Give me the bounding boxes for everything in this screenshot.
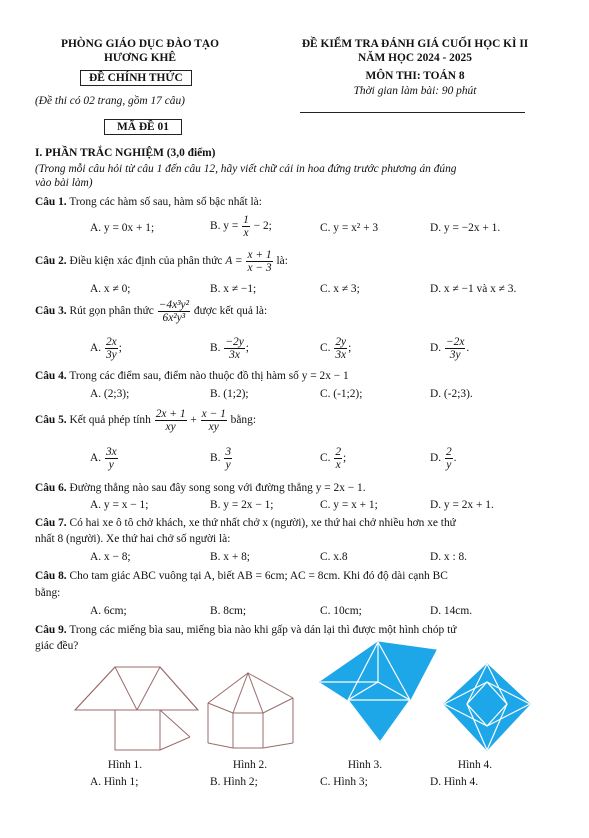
q1-option-d: D. y = −2x + 1.: [430, 222, 501, 234]
figure-4: [442, 662, 532, 752]
fraction: [105, 446, 118, 471]
question-label: Câu 7.: [35, 517, 67, 529]
q4-option-d: D. (-2;3).: [430, 388, 473, 400]
question-text-end: được kết quả là:: [193, 305, 268, 318]
option-letter: A.: [90, 342, 102, 355]
q2-option-c: C. x ≠ 3;: [320, 283, 360, 295]
q3-option-a: [90, 336, 122, 361]
q5-option-c: [320, 446, 346, 471]
option-letter: D.: [430, 452, 442, 465]
section-instruction: (Trong mỗi câu hỏi từ câu 1 đến câu 12, hãy viết chữ cái in hoa đứng trước phương án đúng: [35, 163, 457, 175]
question-7-cont: nhất 8 (người). Xe thứ hai chở số người là:: [35, 533, 231, 545]
q1-option-c: C. y = x² + 3: [320, 222, 379, 234]
denominator: 3y: [449, 349, 461, 361]
q6-option-a: A. y = x − 1;: [90, 499, 149, 511]
fraction: [246, 249, 272, 274]
question-label: Câu 3.: [35, 305, 67, 318]
q7-option-b: B. x + 8;: [210, 551, 250, 563]
district-name: HƯƠNG KHÊ: [103, 52, 177, 64]
q7-option-c: C. x.8: [320, 551, 348, 563]
q3-option-b: [210, 336, 249, 361]
figure-1: [70, 662, 205, 754]
q6-option-c: C. y = x + 1;: [320, 499, 378, 511]
exam-code: MÃ ĐỀ 01: [104, 119, 182, 135]
q8-option-d: D. 14cm.: [430, 605, 473, 617]
question-6: [35, 482, 366, 494]
denominator: xy: [165, 421, 176, 433]
fraction: [334, 446, 342, 471]
section-title: I. PHẦN TRẮC NGHIỆM (3,0 điểm): [35, 147, 216, 159]
fraction: [224, 446, 232, 471]
q5-option-b: [210, 446, 233, 471]
denominator: y: [225, 459, 231, 471]
subject: MÔN THI: TOÁN 8: [365, 70, 465, 82]
question-8-cont: bằng:: [35, 587, 61, 599]
denominator: 3x: [229, 349, 240, 361]
numerator: 2: [445, 446, 452, 458]
q3-option-d: [430, 336, 469, 361]
numerator: 3: [225, 446, 232, 458]
exam-title: ĐỀ KIỂM TRA ĐÁNH GIÁ CUỐI HỌC KÌ II: [301, 38, 529, 50]
numerator: 3x: [105, 446, 117, 458]
q5-option-d: [430, 446, 457, 471]
fraction: [201, 408, 227, 433]
option-text: − 2;: [253, 220, 272, 233]
q9-option-b: B. Hình 2;: [210, 776, 258, 788]
q6-option-b: B. y = 2x − 1;: [210, 499, 274, 511]
question-text: Có hai xe ô tô chở khách, xe thứ nhất chở x (người), xe thứ hai chở nhiều hơn xe thứ: [69, 517, 456, 529]
numerator: 2x + 1: [155, 408, 186, 420]
fraction: [105, 336, 118, 361]
question-4: [35, 370, 349, 382]
header-divider: [300, 112, 525, 113]
denominator: x − 3: [247, 262, 272, 274]
numerator: 1: [243, 214, 249, 226]
question-5: [35, 408, 256, 433]
fraction: [155, 408, 187, 433]
question-label: Câu 8.: [35, 570, 67, 582]
q6-option-d: D. y = 2x + 1.: [430, 499, 494, 511]
question-2: [35, 249, 288, 274]
numerator: x + 1: [247, 249, 272, 261]
denominator: 3x: [335, 349, 347, 361]
numerator: 2y: [335, 336, 347, 348]
denominator: x: [335, 459, 341, 471]
figure-2-caption: Hình 2.: [232, 759, 268, 771]
q8-option-a: A. 6cm;: [90, 605, 127, 617]
fraction: [158, 299, 190, 324]
q5-option-a: [90, 446, 119, 471]
option-punct: .: [453, 452, 457, 465]
q9-option-a: A. Hình 1;: [90, 776, 139, 788]
denominator: xy: [208, 421, 219, 433]
option-punct: ;: [118, 342, 122, 355]
q3-option-c: [320, 336, 351, 361]
option-letter: C.: [320, 342, 331, 355]
question-9: [35, 624, 456, 636]
q8-option-c: C. 10cm;: [320, 605, 362, 617]
section-instruction-cont: vào bài làm): [35, 177, 93, 189]
question-label: Câu 9.: [35, 624, 67, 636]
question-label: Câu 4.: [35, 370, 67, 382]
question-3: [35, 299, 267, 324]
option-letter: A.: [90, 452, 102, 465]
option-punct: ;: [343, 452, 347, 465]
option-punct: ;: [245, 342, 249, 355]
question-text: Trong các điểm sau, điểm nào thuộc đồ thị hàm số y = 2x − 1: [69, 370, 349, 382]
q2-option-b: B. x ≠ −1;: [210, 283, 257, 295]
question-label: Câu 2.: [35, 255, 67, 268]
q1-option-a: A. y = 0x + 1;: [90, 222, 155, 234]
q2-option-d: D. x ≠ −1 và x ≠ 3.: [430, 283, 517, 295]
question-label: Câu 6.: [35, 482, 67, 494]
figure-3: [318, 640, 440, 746]
question-text: Kết quả phép tính: [69, 414, 151, 427]
numerator: −4x³y²: [158, 299, 190, 311]
numerator: −2y: [225, 336, 244, 348]
denominator: y: [446, 459, 452, 471]
q7-option-a: A. x − 8;: [90, 551, 131, 563]
fraction: [242, 214, 250, 239]
question-text: Trong các hàm số sau, hàm số bậc nhất là:: [69, 196, 262, 208]
question-text: Trong các miếng bìa sau, miếng bìa nào khi gấp và dán lại thì được một hình chóp tứ: [69, 624, 457, 636]
denominator: y: [108, 459, 114, 471]
q7-option-d: D. x : 8.: [430, 551, 468, 563]
question-label: Câu 1.: [35, 196, 67, 208]
question-9-cont: giác đều?: [35, 640, 79, 652]
question-1: [35, 196, 262, 208]
figure-2: [203, 668, 303, 758]
question-text: Cho tam giác ABC vuông tại A, biết AB = 6cm; AC = 8cm. Khi đó độ dài cạnh BC: [69, 570, 448, 582]
fraction: [445, 446, 453, 471]
q4-option-c: C. (-1;2);: [320, 388, 363, 400]
q9-option-c: C. Hình 3;: [320, 776, 368, 788]
denominator: 3y: [105, 349, 117, 361]
question-text-end: là:: [276, 255, 288, 268]
q4-option-b: B. (1;2);: [210, 388, 249, 400]
question-label: Câu 5.: [35, 414, 67, 427]
department-name: PHÒNG GIÁO DỤC ĐÀO TẠO: [60, 38, 219, 50]
denominator: 6x²y³: [162, 312, 186, 324]
option-letter: B.: [210, 452, 221, 465]
numerator: 2: [335, 446, 342, 458]
option-letter: C.: [320, 452, 331, 465]
q4-option-a: A. (2;3);: [90, 388, 130, 400]
denominator: x: [243, 227, 249, 239]
option-letter: B.: [210, 342, 221, 355]
question-text: Đường thẳng nào sau đây song song với đường thẳng y = 2x − 1.: [69, 482, 366, 494]
option-letter: D.: [430, 342, 442, 355]
question-8: [35, 570, 448, 582]
pages-note: (Đề thi có 02 trang, gồm 17 câu): [35, 95, 185, 107]
fraction: [224, 336, 244, 361]
figure-1-caption: Hình 1.: [107, 759, 143, 771]
numerator: x − 1: [201, 408, 226, 420]
school-year: NĂM HỌC 2024 - 2025: [358, 52, 472, 64]
question-text-end: bằng:: [230, 414, 256, 427]
option-punct: ;: [348, 342, 352, 355]
operator: +: [190, 414, 197, 427]
figure-4-caption: Hình 4.: [457, 759, 493, 771]
q9-option-d: D. Hình 4.: [430, 776, 479, 788]
figure-3-caption: Hình 3.: [347, 759, 383, 771]
fraction: [334, 336, 347, 361]
question-text: Điều kiện xác định của phân thức: [69, 255, 223, 268]
numerator: 2x: [105, 336, 117, 348]
numerator: −2x: [445, 336, 465, 348]
option-punct: .: [466, 342, 470, 355]
option-text: B. y =: [210, 220, 239, 233]
q2-option-a: A. x ≠ 0;: [90, 283, 131, 295]
expr-text: A =: [225, 255, 243, 268]
q1-option-b: [210, 214, 272, 239]
official-label: ĐỀ CHÍNH THỨC: [80, 70, 192, 86]
duration: Thời gian làm bài: 90 phút: [353, 85, 477, 97]
q8-option-b: B. 8cm;: [210, 605, 247, 617]
question-7: [35, 517, 456, 529]
question-text: Rút gọn phân thức: [69, 305, 154, 318]
fraction: [445, 336, 465, 361]
